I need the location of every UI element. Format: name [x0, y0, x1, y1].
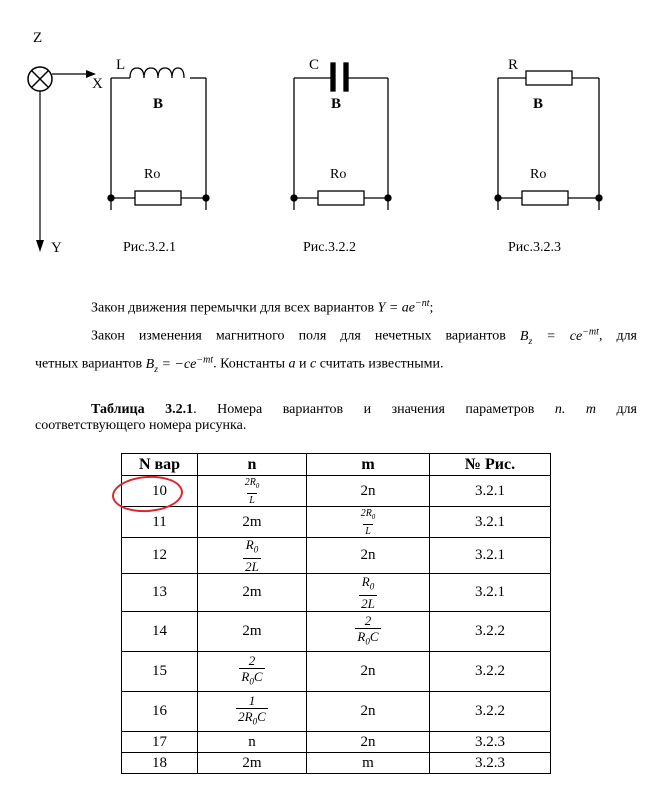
cell-figure: 3.2.1: [430, 574, 551, 612]
fig2-field-label: B: [331, 96, 342, 112]
cell-variant: 11: [122, 507, 198, 538]
constants-and: и: [299, 356, 307, 372]
fig2-element-label: C: [309, 57, 320, 73]
field-law-line-2: [35, 350, 444, 379]
table-caption-for: для: [616, 402, 637, 417]
fraction: $\frac{2}{R_0C}$: [357, 613, 379, 647]
table-caption-line-2: соответствующего номера рисунка.: [35, 418, 247, 433]
table-caption-title: Таблица 3.2.1: [91, 402, 194, 417]
fig3-field-label: B: [533, 96, 544, 112]
cell-figure: 3.2.1: [430, 538, 551, 574]
fig2-resistor-label: Ro: [330, 167, 347, 182]
fig1-element-label: L: [116, 57, 126, 73]
resistor-r0-1: [135, 191, 181, 205]
cell-figure: 3.2.2: [430, 612, 551, 652]
constants-text: . Константы: [213, 356, 285, 372]
motion-law-formula: Y = ae: [377, 300, 416, 316]
z-axis-into-page-icon: [28, 67, 52, 91]
cell-figure: 3.2.1: [430, 507, 551, 538]
circuit-fig-2: [291, 63, 391, 210]
inductor-coil: [130, 68, 184, 78]
resistor-r0-3: [522, 191, 568, 205]
cell-m: 2n: [307, 692, 430, 732]
field-law-even-exp: −mt: [196, 354, 214, 365]
motion-law-end: ;: [429, 300, 434, 316]
figures-diagram: [0, 0, 654, 270]
cell-figure: 3.2.3: [430, 753, 551, 774]
fraction: $\frac{1}{2R_0C}$: [238, 693, 266, 727]
fig1-field-label: B: [153, 96, 164, 112]
cell-n: 2m: [198, 574, 307, 612]
cell-m: 2n: [307, 538, 430, 574]
cell-n: [198, 692, 307, 732]
field-law-odd-rhs: = ce: [532, 328, 583, 344]
motion-law-exponent: −nt: [415, 298, 430, 309]
parameters-table: [121, 453, 551, 774]
cell-figure: 3.2.2: [430, 652, 551, 692]
fraction: $\frac{2}{R_0C}$: [241, 653, 263, 687]
table-row: [122, 538, 551, 574]
capacitor-plate-left: [331, 63, 335, 91]
table-caption-params: n. m: [554, 402, 596, 417]
y-axis-arrow: [36, 91, 44, 252]
cell-variant: 15: [122, 652, 198, 692]
x-axis-label: X: [92, 76, 103, 92]
cell-variant: 12: [122, 538, 198, 574]
table-row: [122, 574, 551, 612]
cell-n: [198, 476, 307, 507]
table-row: [122, 507, 551, 538]
table-row: [122, 692, 551, 732]
fraction: $\frac{R_0}{2L}$: [245, 537, 259, 574]
resistor-r0-2: [318, 191, 364, 205]
field-law-even-formula: [145, 354, 214, 375]
z-axis-label: Z: [33, 30, 43, 46]
cell-n: [198, 652, 307, 692]
y-axis-label: Y: [51, 240, 62, 256]
constant-c: c: [310, 356, 317, 372]
field-law-odd-sub: z: [528, 335, 533, 347]
field-law-odd-formula: [519, 326, 599, 347]
constant-a: a: [288, 356, 296, 372]
cell-variant: 16: [122, 692, 198, 732]
cell-m: 2n: [307, 652, 430, 692]
cell-figure: 3.2.3: [430, 732, 551, 753]
table-row: [122, 753, 551, 774]
cell-m: [307, 574, 430, 612]
capacitor-plate-right: [344, 63, 348, 91]
motion-law-text: Закон движения перемычки для всех вариантов: [91, 300, 375, 316]
table-row: [122, 476, 551, 507]
table-row: [122, 652, 551, 692]
fraction: $\frac{R_0}{2L}$: [361, 574, 375, 611]
cell-figure: 3.2.2: [430, 692, 551, 732]
cell-m: m: [307, 753, 430, 774]
field-law-for: , для: [598, 328, 637, 344]
fig3-caption: Рис.3.2.3: [508, 240, 561, 255]
fig3-element-label: R: [508, 57, 519, 73]
fig1-caption: Рис.3.2.1: [123, 240, 176, 255]
fraction: $\frac{2R_0}{L}$: [360, 507, 376, 537]
circuit-fig-1: [108, 68, 209, 210]
even-variants-text: четных вариантов: [35, 356, 143, 372]
table-caption-text: . Номера вариантов и значения параметров: [193, 402, 535, 417]
header-figure: № Рис.: [430, 454, 551, 476]
cell-figure: 3.2.1: [430, 476, 551, 507]
fig3-resistor-label: Ro: [530, 167, 547, 182]
field-law-even-sub: z: [154, 363, 159, 375]
cell-variant: 14: [122, 612, 198, 652]
cell-n: 2m: [198, 753, 307, 774]
cell-n: [198, 538, 307, 574]
field-law-even-b: B: [145, 356, 155, 372]
cell-n: 2m: [198, 612, 307, 652]
header-variant: N вар: [122, 454, 198, 476]
fig1-resistor-label: Ro: [144, 167, 161, 182]
cell-variant: 17: [122, 732, 198, 753]
table-row: [122, 612, 551, 652]
field-law-odd-exp: −mt: [582, 326, 599, 337]
cell-variant: 18: [122, 753, 198, 774]
fig2-caption: Рис.3.2.2: [303, 240, 356, 255]
cell-n: 2m: [198, 507, 307, 538]
header-m: m: [307, 454, 430, 476]
field-law-odd-b: B: [519, 328, 529, 344]
field-law-text: Закон изменения магнитного поля для нечетных вариантов: [91, 328, 506, 344]
cell-variant: 13: [122, 574, 198, 612]
cell-m: 2n: [307, 732, 430, 753]
resistor-r: [526, 71, 572, 85]
table-row: [122, 732, 551, 753]
cell-variant: 10: [122, 476, 198, 507]
x-axis-arrow: [52, 70, 96, 78]
field-law-line-1: [91, 322, 637, 351]
cell-m: [307, 507, 430, 538]
circuit-fig-3: [495, 71, 602, 210]
table-header-row: [122, 454, 551, 476]
cell-n: n: [198, 732, 307, 753]
field-law-even-rhs: = −ce: [158, 356, 197, 372]
cell-m: 2n: [307, 476, 430, 507]
cell-m: [307, 612, 430, 652]
fraction: $\frac{2R_0}{L}$: [244, 476, 260, 506]
constants-known-text: считать известными.: [319, 356, 444, 372]
motion-law-paragraph: [91, 294, 433, 319]
header-n: n: [198, 454, 307, 476]
